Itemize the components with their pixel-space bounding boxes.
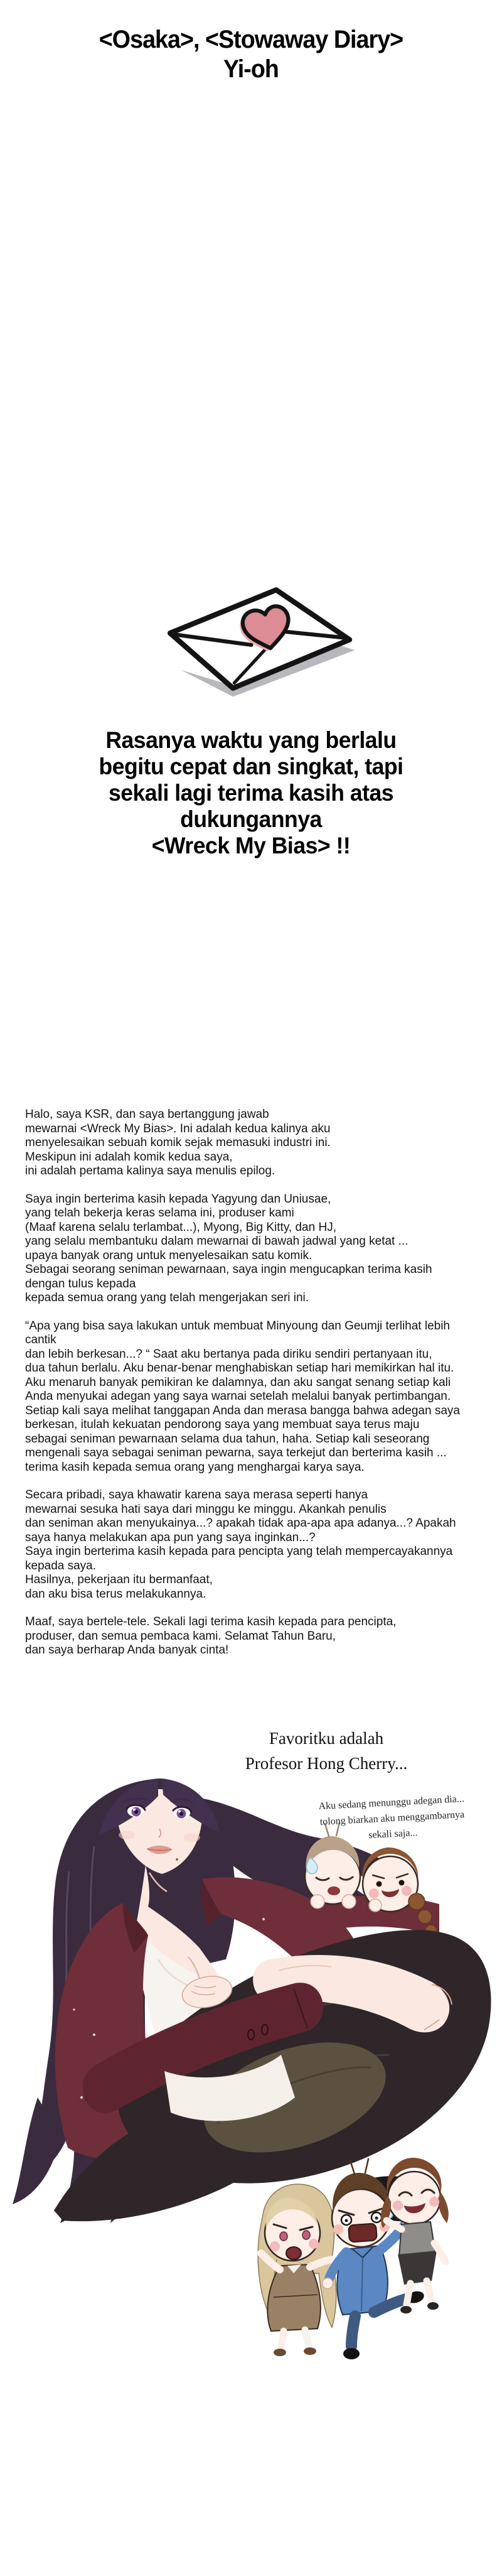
peeker-hand: [342, 1895, 356, 1908]
letter-line: Anda menyukai adegan yang saya warnai setelah melalui banyak pertimbangan.: [25, 1390, 451, 1403]
letter-line: terima kasih kepada semua orang yang menghargai karya saya.: [25, 1460, 365, 1474]
letter-paragraph-3: [25, 1319, 493, 1475]
blush-right: [184, 1833, 200, 1842]
letter-line: berkesan, itulah kekuatan pendorong saya yang membuat saya terus maju: [25, 1418, 420, 1431]
bob-hair-flip-right: [438, 2192, 449, 2223]
shout-mouth: [348, 2223, 377, 2242]
letter-line: kepada semua orang yang telah mengerjakan seri ini.: [25, 1291, 309, 1304]
letter-line: mengenali saya sebagai seniman pewarna, saya terkejut dan berterima kasih ...: [25, 1446, 447, 1459]
blush: [402, 1886, 412, 1896]
eye: [376, 1881, 382, 1887]
leg: [427, 2281, 432, 2301]
jeans-leg: [351, 2316, 355, 2346]
thank-you-message: [10, 727, 492, 859]
letter-line: (Maaf karena selalu terlambat...), Myong, Big Kitty, dan HJ,: [25, 1220, 336, 1234]
title-line-2: Yi-oh: [223, 55, 279, 83]
letter-line: Halo, saya KSR, dan saya bertanggung jawab: [25, 1108, 269, 1121]
intro-line: Rasanya waktu yang berlalu: [105, 727, 397, 753]
shout-mouth: [286, 2247, 301, 2259]
peeker-hand: [311, 1895, 324, 1908]
letter-line: dan aku bisa terus melakukannya.: [25, 1587, 206, 1601]
letter-paragraph-5: [25, 1615, 493, 1658]
eye: [399, 1880, 405, 1886]
gray-top: [399, 2222, 435, 2256]
title-line-1: <Osaka>, <Stowaway Diary>: [99, 26, 403, 53]
letter-line: yang telah bekerja keras selama ini, produser kami: [25, 1206, 294, 1220]
letter-line: sebagai seniman pewarnaan selama dua tahun, haha. Setiap kali seseorang: [25, 1432, 430, 1446]
letter-paragraph-1: [25, 1108, 493, 1179]
letter-line: dua tahun berlalu. Aku benar-benar menghabiskan setiap hari memikirkan hal itu.: [25, 1361, 454, 1375]
braid: [409, 1893, 425, 1910]
leg-sock: [305, 2330, 309, 2346]
blush: [393, 2200, 403, 2211]
letter-line: cantik: [25, 1333, 56, 1346]
note-line: sekali saja...: [368, 1827, 418, 1841]
blush: [333, 2224, 343, 2234]
eye: [280, 2232, 287, 2241]
letter-line: produser, dan semua pembaca kami. Selamat Tahun Baru,: [25, 1629, 336, 1643]
caption-line-2: Profesor Hong Cherry...: [245, 1754, 408, 1773]
letter-line: dan lebih berkesan...? “ Saat aku bertanya pada diriku sendiri pertanyaan itu,: [25, 1347, 432, 1361]
envelope-drawing: [154, 570, 364, 721]
shoe: [304, 2347, 316, 2355]
illustration-caption: [220, 1726, 433, 1776]
letter-line: Setiap kali saya melihat tanggapan Anda dan merasa bangga bahwa adegan saya: [25, 1404, 460, 1417]
afterword-letter: [25, 1108, 493, 1672]
black-skirt: [398, 2251, 437, 2285]
shoe: [400, 2306, 412, 2314]
note-line: Aku sedang menunggu adegan dia...: [318, 1793, 465, 1812]
letter-paragraph-4: [25, 1488, 493, 1601]
beauty-mark: [176, 1858, 178, 1861]
letter-line: dan seniman akan menyukainya...? apakah tidak apa-apa apa adanya...? Apakah: [25, 1517, 456, 1530]
character-illustration: [0, 1771, 502, 2576]
letter-line: Sebagai seorang seniman pewarnaan, saya ingin mengucapkan terima kasih: [25, 1263, 432, 1276]
letter-line: Saya ingin berterima kasih kepada Yagyung dan Uniusae,: [25, 1192, 331, 1206]
blush-left: [119, 1831, 135, 1839]
letter-line: Meskipun ini adalah komik kedua saya,: [25, 1150, 233, 1164]
shoe: [274, 2349, 286, 2356]
open-mouth: [328, 1886, 340, 1895]
letter-line: menyelesaikan sebuah komik sejak memasuki industri ini.: [25, 1136, 331, 1149]
letter-line: dan saya berharap Anda banyak cinta!: [25, 1643, 229, 1657]
eye: [302, 2231, 310, 2239]
chibi-blonde-girl: [258, 2184, 336, 2356]
note-line: tolong biarkan aku menggambarnya: [319, 1809, 465, 1828]
caption-line-1: Favoritku adalah: [269, 1729, 384, 1748]
intro-line: dukungannya: [180, 806, 322, 832]
letter-line: upaya banyak orang untuk menyelesaikan satu komik.: [25, 1248, 312, 1262]
braid: [418, 1910, 432, 1924]
blush: [270, 2241, 280, 2251]
pupil: [375, 2217, 378, 2220]
blush: [369, 1888, 379, 1898]
intro-line: sekali lagi terima kasih atas: [108, 780, 394, 806]
letter-line: dengan tulus kepada: [25, 1277, 136, 1291]
letter-line: Maaf, saya bertele-tele. Sekali lagi terima kasih kepada para pencipta,: [25, 1615, 397, 1628]
illustration-note: [299, 1790, 486, 1846]
letter-line: mewarnai sesuka hati saya dari minggu ke minggu. Akankah penulis: [25, 1502, 387, 1516]
fist: [323, 2278, 333, 2289]
peeker-hand: [369, 1899, 382, 1912]
letter-paragraph-2: [25, 1193, 493, 1306]
letter-line: ini adalah pertama kalinya saya menulis epilog.: [25, 1164, 275, 1177]
letter-line: Aku menaruh banyak pemikiran ke dalamnya, dan aku sangat senang setiap kali: [25, 1375, 451, 1389]
intro-line: begitu cepat dan singkat, tapi: [99, 754, 403, 779]
letter-line: mewarnai <Wreck My Bias>. Ini adalah kedua kalinya aku: [25, 1122, 331, 1135]
intro-line: <Wreck My Bias> !!: [151, 833, 351, 858]
leg: [281, 2331, 284, 2347]
letter-line: yang selalu membantuku dalam mewarnai di bawah jadwal yang ketat ...: [25, 1235, 409, 1248]
shoe: [427, 2302, 439, 2310]
letter-line: “Apa yang bisa saya lakukan untuk membuat Minyoung dan Geumji terlihat lebih: [25, 1319, 450, 1333]
love-letter-icon: [154, 570, 364, 721]
page-title: [15, 25, 487, 84]
letter-line: saya hanya melakukan apa pun yang saya inginkan...?: [25, 1530, 316, 1544]
leg: [407, 2283, 410, 2305]
letter-line: Secara pribadi, saya khawatir karena saya merasa seperti hanya: [25, 1488, 368, 1502]
letter-line: Saya ingin berterima kasih kepada para pencipta yang telah mempercayakannya: [25, 1545, 453, 1558]
tan-dress: [267, 2265, 321, 2331]
letter-line: Hasilnya, pekerjaan itu bermanfaat,: [25, 1573, 213, 1586]
blush: [309, 2239, 319, 2249]
blush: [429, 2197, 439, 2207]
letter-line: kepada saya.: [25, 1559, 97, 1572]
pupil: [345, 2219, 348, 2222]
black-shoe: [343, 2348, 360, 2359]
